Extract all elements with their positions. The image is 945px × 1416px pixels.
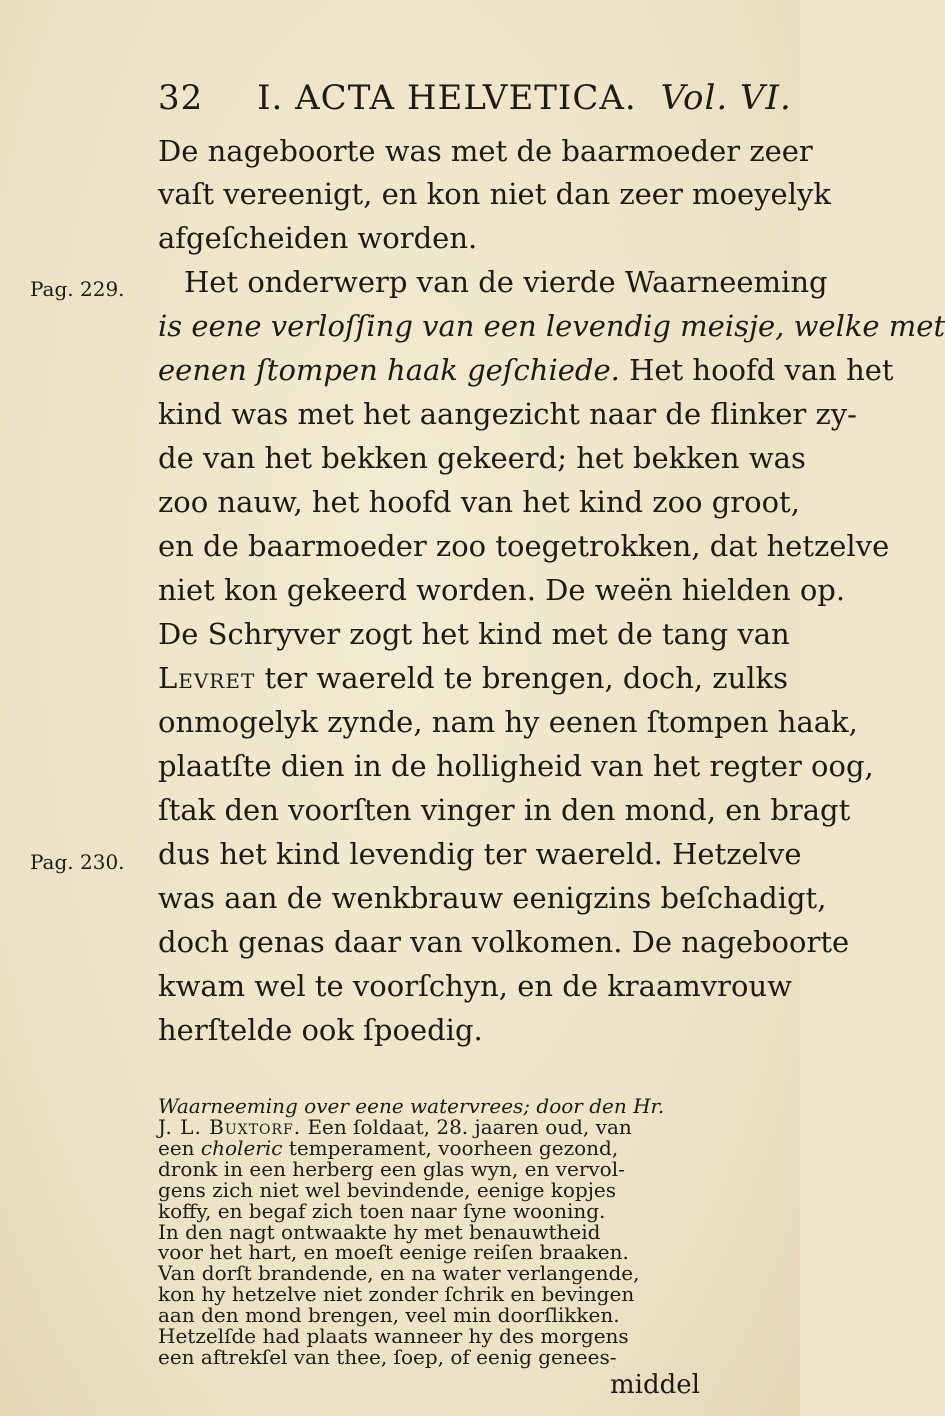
text-phrase: een [158, 1135, 195, 1160]
margin-note-pag-230: Pag. 230. [30, 850, 125, 874]
text-line-mixed [158, 661, 788, 695]
text-line: zoo nauw, het hoofd van het kind zoo groot, [158, 485, 800, 519]
italic-word: choleric [200, 1135, 283, 1160]
text-line: In den nagt ontwaakte hy met benauwtheid [158, 1219, 601, 1244]
text-line: ſtak den voorſten vinger in den mond, en bragt [158, 793, 851, 827]
text-line: afgeſcheiden worden. [158, 221, 478, 255]
margin-note-pag-229: Pag. 229. [30, 277, 125, 301]
section-heading: Waarneeming over eene watervrees; door den Hr. [158, 1094, 665, 1118]
text-line-mixed [158, 1135, 619, 1160]
text-line: dronk in een herberg een glas wyn, en vervol- [158, 1156, 625, 1181]
text-line-mixed [158, 353, 894, 387]
text-line: dus het kind levendig ter waereld. Hetzelve [158, 837, 802, 871]
text-line: herſtelde ook ſpoedig. [158, 1013, 483, 1047]
running-header [158, 78, 792, 118]
text-phrase: Een ſoldaat, 28. jaaren oud, van [307, 1114, 632, 1139]
text-line: kwam wel te voorſchyn, en de kraamvrouw [158, 969, 792, 1003]
text-line: was aan de wenkbrauw eenigzins beſchadigt, [158, 881, 827, 915]
text-line: en de baarmoeder zoo toegetrokken, dat hetzelve [158, 529, 890, 563]
catchword: middel [610, 1370, 700, 1400]
text-line: de van het bekken gekeerd; het bekken was [158, 441, 806, 475]
text-phrase: temperament, voorheen gezond, [288, 1135, 619, 1160]
text-line: kind was met het aangezicht naar de flinker zy- [158, 397, 857, 431]
text-line: kon hy hetzelve niet zonder ſchrik en bevingen [158, 1282, 635, 1307]
text-phrase: ter waereld te brengen, doch, zulks [264, 661, 788, 695]
text-line: vaſt vereenigt, en kon niet dan zeer moeyelyk [158, 177, 831, 211]
text-line: De Schryver zogt het kind met de tang van [158, 617, 790, 651]
text-line-italic: is eene verloſſing van een levendig meisje, welke met [158, 309, 945, 343]
text-line: plaatſte dien in de holligheid van het regter oog, [158, 749, 874, 783]
author-name-levret: Levret [158, 661, 256, 695]
text-line: De nageboorte was met de baarmoeder zeer [158, 134, 813, 168]
italic-phrase: eenen ſtompen haak geſchiede. [158, 353, 620, 387]
text-line: koffy, en begaf zich toen naar ſyne wooning. [158, 1198, 606, 1223]
text-line: aan den mond brengen, veel min doorſlikken. [158, 1303, 620, 1328]
journal-title: I. ACTA HELVETICA. [257, 78, 637, 118]
text-line: onmogelyk zynde, nam hy eenen ſtompen haak, [158, 705, 858, 739]
text-line: doch genas daar van volkomen. De nageboorte [158, 925, 850, 959]
page-number: 32 [158, 78, 204, 118]
text-line: Hetzelſde had plaats wanneer hy des morgens [158, 1324, 629, 1349]
text-line-mixed [158, 1114, 632, 1139]
text-line: gens zich niet wel bevindende, eenige kopjes [158, 1177, 617, 1202]
author-name-buxtorf: J. L. Buxtorf. [158, 1114, 302, 1139]
text-line: een aftrekſel van thee, ſoep, of eenig genees- [158, 1345, 617, 1370]
text-line: Van dorſt brandende, en na water verlangende, [158, 1261, 640, 1286]
text-line: voor het hart, en moeſt eenige reiſen braaken. [158, 1240, 629, 1265]
text-phrase: Het hoofd van het [629, 353, 894, 387]
volume-label: Vol. VI. [660, 78, 792, 118]
text-line: Het onderwerp van de vierde Waarneeming [184, 265, 828, 299]
text-line: niet kon gekeerd worden. De weën hielden op. [158, 573, 846, 607]
